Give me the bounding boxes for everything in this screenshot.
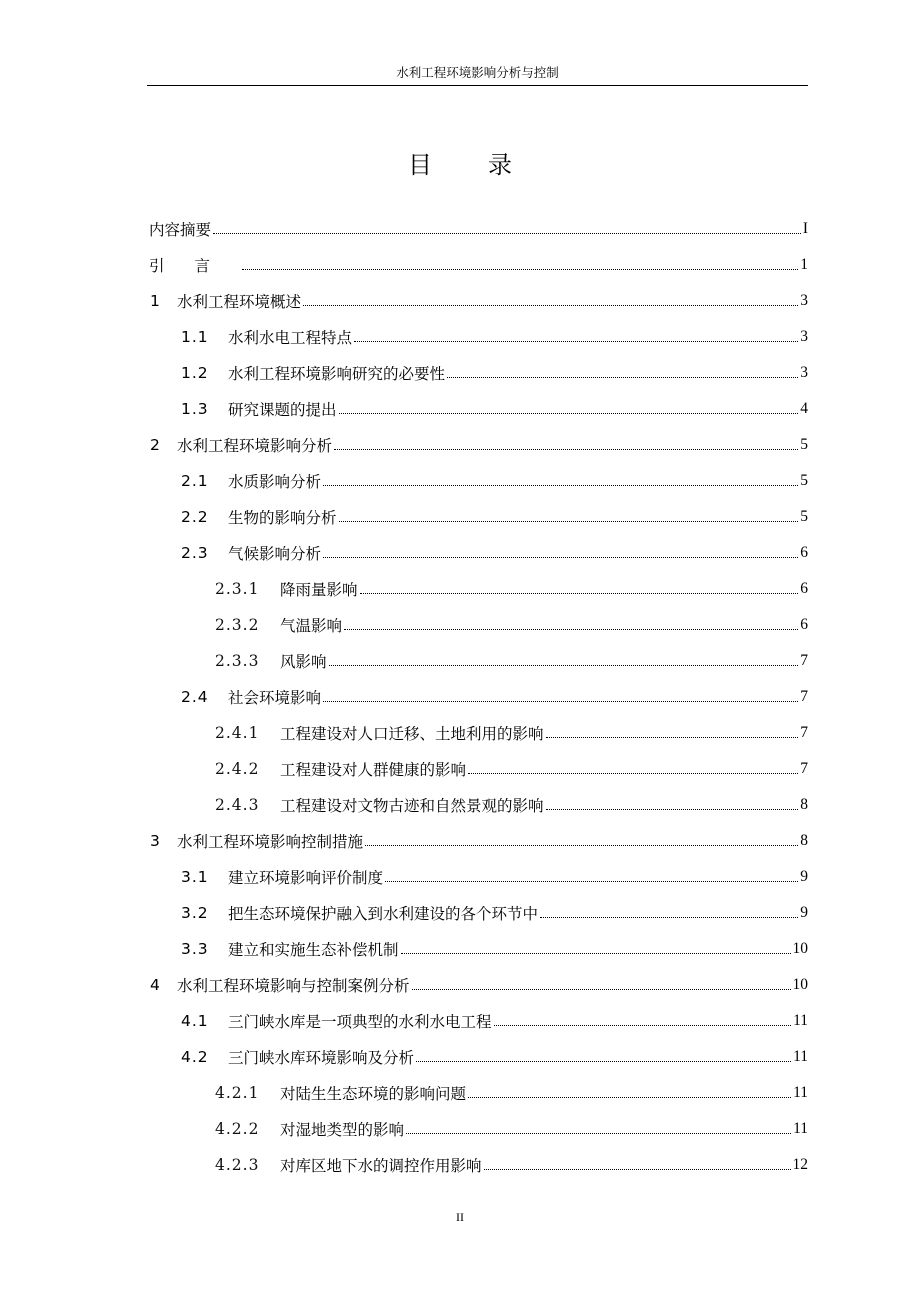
toc-entry-number: 4 [150, 976, 160, 994]
toc-entry-page: 11 [793, 1012, 808, 1029]
toc-title-char-2: 录 [488, 151, 512, 179]
toc-entry-page: 9 [800, 868, 808, 885]
toc-entry[interactable] [148, 967, 808, 1003]
toc-entry-page: 11 [793, 1120, 808, 1137]
toc-entry-number: 2 [150, 436, 160, 454]
toc-entry-number: 4.1 [181, 1012, 209, 1030]
toc-entry[interactable] [148, 607, 808, 643]
toc-entry[interactable] [148, 931, 808, 967]
toc-entry[interactable] [148, 499, 808, 535]
toc-entry-number: 2.3 [181, 544, 209, 562]
toc-entry-page: 8 [800, 832, 808, 849]
toc-entry-label: 对湿地类型的影响 [280, 1121, 405, 1139]
toc-entry[interactable] [148, 1147, 808, 1183]
toc-leader-dots [323, 701, 798, 702]
toc-entry-page: 1 [800, 256, 808, 273]
toc-entry-number: 2.1 [181, 472, 209, 490]
toc-entry-number: 4.2.1 [215, 1084, 260, 1102]
toc-entry-number: 2.4.2 [215, 760, 260, 778]
toc-leader-dots [334, 449, 798, 450]
toc-entry[interactable] [148, 643, 808, 679]
toc-leader-dots [546, 809, 799, 810]
toc-leader-dots [468, 1097, 791, 1098]
toc-entry[interactable] [148, 535, 808, 571]
footer-page-number: II [456, 1210, 464, 1224]
toc-entry-page: 5 [800, 508, 808, 525]
toc-leader-dots [339, 413, 799, 414]
toc-entry-label: 气候影响分析 [228, 545, 322, 563]
toc-entry-page: 3 [800, 328, 808, 345]
toc-leader-dots [303, 305, 798, 306]
toc-entry[interactable] [148, 859, 808, 895]
toc-entry-label: 水利工程环境影响研究的必要性 [228, 365, 446, 383]
toc-entry[interactable] [148, 715, 808, 751]
toc-entry[interactable] [148, 463, 808, 499]
toc-entry-label: 生物的影响分析 [228, 509, 337, 527]
toc-leader-dots [406, 1133, 791, 1134]
toc-entry-number: 3.1 [181, 868, 209, 886]
toc-entry-label: 把生态环境保护融入到水利建设的各个环节中 [228, 905, 539, 923]
toc-entry[interactable] [148, 751, 808, 787]
toc-entry[interactable] [148, 1111, 808, 1147]
toc-leader-dots [494, 1025, 792, 1026]
toc-entry[interactable] [148, 391, 808, 427]
toc-entry-number: 2.4.3 [215, 796, 260, 814]
toc-entry-page: 10 [792, 940, 808, 957]
toc-entry-label: 工程建设对人群健康的影响 [280, 761, 467, 779]
toc-entry-page: 12 [792, 1156, 808, 1173]
toc-entry-number: 3 [150, 832, 160, 850]
toc-leader-dots [213, 233, 801, 234]
toc-entry-label: 水利工程环境概述 [177, 293, 302, 311]
toc-leader-dots [540, 917, 798, 918]
toc-entry-label: 风影响 [280, 653, 327, 671]
toc-entry[interactable] [148, 247, 808, 283]
toc-entry[interactable] [148, 895, 808, 931]
toc-entry-page: 7 [800, 724, 808, 741]
toc-entry-number: 2.3.3 [215, 652, 260, 670]
toc-entry-number: 3.3 [181, 940, 209, 958]
toc-entry[interactable] [148, 823, 808, 859]
toc-entry-label: 建立环境影响评价制度 [228, 869, 384, 887]
toc-entry-page: 10 [792, 976, 808, 993]
toc-leader-dots [354, 341, 798, 342]
toc-leader-dots [365, 845, 798, 846]
toc-leader-dots [323, 557, 798, 558]
toc-list [148, 211, 808, 1183]
toc-leader-dots [242, 269, 798, 270]
toc-entry-number: 2.2 [181, 508, 209, 526]
running-header: 水利工程环境影响分析与控制 [396, 65, 559, 80]
toc-entry-label: 对库区地下水的调控作用影响 [280, 1157, 482, 1175]
toc-leader-dots [546, 737, 799, 738]
toc-title [0, 148, 920, 182]
toc-entry-label: 三门峡水库环境影响及分析 [228, 1049, 415, 1067]
toc-entry-label: 工程建设对人口迁移、土地利用的影响 [280, 725, 544, 743]
toc-entry-number: 1.1 [181, 328, 209, 346]
toc-entry-page: 6 [800, 580, 808, 597]
toc-entry-label: 内容摘要 [149, 221, 212, 239]
toc-leader-dots [416, 1061, 791, 1062]
toc-leader-dots [323, 485, 798, 486]
toc-entry-label: 社会环境影响 [228, 689, 322, 707]
toc-entry[interactable] [148, 1039, 808, 1075]
toc-entry-number: 4.2.2 [215, 1120, 260, 1138]
toc-entry-label: 水利工程环境影响与控制案例分析 [177, 977, 410, 995]
toc-entry-number: 1 [150, 292, 160, 310]
toc-title-char-1: 目 [408, 151, 432, 179]
toc-leader-dots [360, 593, 799, 594]
toc-entry-number: 2.3.2 [215, 616, 260, 634]
toc-entry-number: 2.4 [181, 688, 209, 706]
toc-entry-page: 7 [800, 760, 808, 777]
header-rule [147, 85, 808, 86]
toc-entry-number: 1.3 [181, 400, 209, 418]
toc-entry-page: 3 [800, 292, 808, 309]
toc-entry-label: 建立和实施生态补偿机制 [228, 941, 399, 959]
toc-entry-number: 2.3.1 [215, 580, 260, 598]
toc-entry-label: 水利水电工程特点 [228, 329, 353, 347]
toc-entry-label: 三门峡水库是一项典型的水利水电工程 [228, 1013, 492, 1031]
toc-entry-label: 水质影响分析 [228, 473, 322, 491]
toc-entry-page: 6 [800, 544, 808, 561]
toc-entry-page: 8 [800, 796, 808, 813]
toc-entry-number: 2.4.1 [215, 724, 260, 742]
toc-leader-dots [385, 881, 798, 882]
toc-entry-page: 5 [800, 472, 808, 489]
toc-entry-label: 降雨量影响 [280, 581, 358, 599]
toc-leader-dots [339, 521, 799, 522]
toc-entry-page: 11 [793, 1084, 808, 1101]
toc-entry-number: 3.2 [181, 904, 209, 922]
toc-entry[interactable] [148, 427, 808, 463]
toc-entry-page: 7 [800, 688, 808, 705]
toc-entry-label: 水利工程环境影响控制措施 [177, 833, 364, 851]
toc-entry[interactable] [148, 1075, 808, 1111]
toc-entry[interactable] [148, 679, 808, 715]
toc-entry[interactable] [148, 1003, 808, 1039]
toc-entry-page: I [802, 220, 808, 237]
toc-leader-dots [468, 773, 798, 774]
toc-entry[interactable] [148, 283, 808, 319]
toc-entry-page: 5 [800, 436, 808, 453]
toc-entry-number: 1.2 [181, 364, 209, 382]
toc-entry-number: 4.2 [181, 1048, 209, 1066]
toc-entry-label: 对陆生生态环境的影响问题 [280, 1085, 467, 1103]
toc-entry[interactable] [148, 787, 808, 823]
toc-entry-label: 研究课题的提出 [228, 401, 337, 419]
toc-entry-page: 6 [800, 616, 808, 633]
toc-entry-page: 7 [800, 652, 808, 669]
toc-leader-dots [412, 989, 791, 990]
toc-leader-dots [344, 629, 798, 630]
toc-entry-label: 引言 [149, 257, 241, 275]
toc-entry[interactable] [148, 355, 808, 391]
toc-entry-page: 4 [800, 400, 808, 417]
toc-entry-label: 工程建设对文物古迹和自然景观的影响 [280, 797, 544, 815]
toc-entry-label: 水利工程环境影响分析 [177, 437, 333, 455]
toc-entry-page: 3 [800, 364, 808, 381]
toc-entry[interactable] [148, 571, 808, 607]
toc-leader-dots [484, 1169, 791, 1170]
toc-leader-dots [401, 953, 791, 954]
toc-entry[interactable] [148, 319, 808, 355]
toc-entry-number: 4.2.3 [215, 1156, 260, 1174]
toc-entry-label: 气温影响 [280, 617, 343, 635]
toc-leader-dots [329, 665, 799, 666]
toc-entry[interactable] [148, 211, 808, 247]
toc-entry-page: 9 [800, 904, 808, 921]
toc-entry-page: 11 [793, 1048, 808, 1065]
toc-leader-dots [447, 377, 798, 378]
